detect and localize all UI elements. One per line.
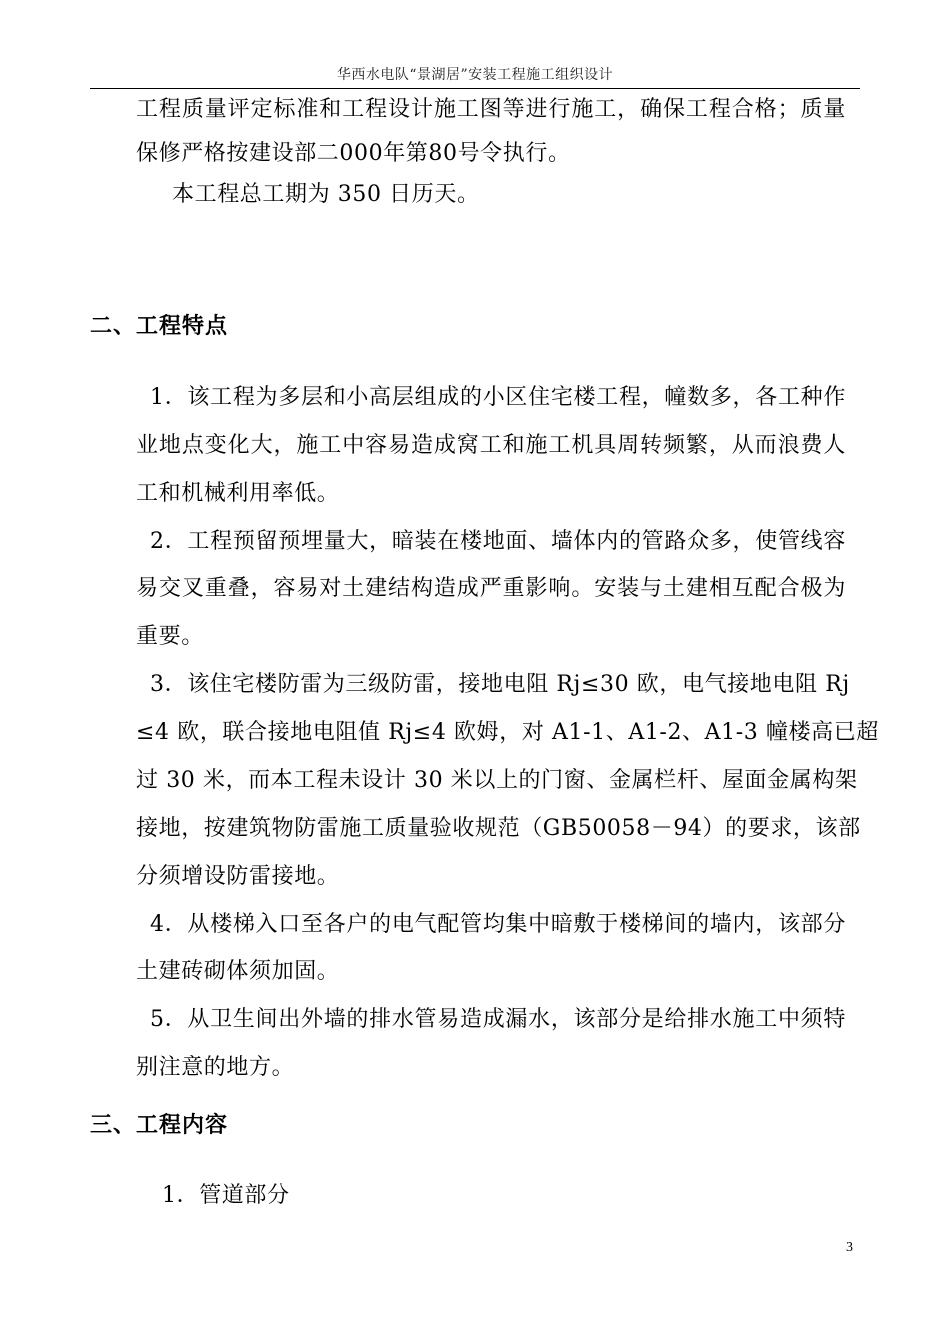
item-3-line-3: 过 30 米，而本工程未设计 30 米以上的门窗、金属栏杆、屋面金属构架: [136, 768, 858, 793]
header-divider: [90, 88, 860, 89]
section-heading-content: 三、工程内容: [90, 1113, 229, 1138]
item-2-line-2: 易交叉重叠，容易对土建结构造成严重影响。安装与土建相互配合极为: [136, 576, 846, 601]
item-2-line-1: 2．工程预留预埋量大，暗装在楼地面、墙体内的管路众多，使管线容: [150, 529, 846, 554]
item-3-line-2: ≤4 欧，联合接地电阻值 Rj≤4 欧姆，对 A1-1、A1-2、A1-3 幢楼高已超: [136, 720, 879, 745]
item-5-line-1: 5．从卫生间出外墙的排水管易造成漏水，该部分是给排水施工中须特: [150, 1007, 846, 1032]
running-header: 华西水电队“景湖居”安装工程施工组织设计: [336, 67, 614, 83]
item-4-line-1: 4．从楼梯入口至各户的电气配管均集中暗敷于楼梯间的墙内，该部分: [150, 912, 846, 937]
item-4-line-2: 土建砖砌体须加固。: [136, 959, 340, 984]
item-3-line-5: 分须增设防雷接地。: [136, 864, 340, 889]
subsection-pipes: 1．管道部分: [162, 1183, 290, 1208]
item-1-line-2: 业地点变化大，施工中容易造成窝工和施工机具周转频繁，从而浪费人: [136, 433, 846, 458]
item-3-line-1: 3．该住宅楼防雷为三级防雷，接地电阻 Rj≤30 欧，电气接地电阻 Rj: [150, 672, 850, 697]
item-3-line-4: 接地，按建筑物防雷施工质量验收规范（GB50058－94）的要求，该部: [136, 816, 861, 841]
intro-line-3: 本工程总工期为 350 日历天。: [172, 182, 480, 207]
item-1-line-3: 工和机械利用率低。: [136, 481, 340, 506]
item-2-line-3: 重要。: [136, 624, 204, 649]
page-number: 3: [846, 1240, 853, 1255]
section-heading-features: 二、工程特点: [90, 314, 229, 339]
intro-line-2: 保修严格按建设部二000年第80号令执行。: [136, 141, 571, 166]
intro-line-1: 工程质量评定标准和工程设计施工图等进行施工，确保工程合格；质量: [136, 97, 846, 122]
item-1-line-1: 1．该工程为多层和小高层组成的小区住宅楼工程，幢数多，各工种作: [150, 385, 846, 410]
item-5-line-2: 别注意的地方。: [136, 1055, 295, 1080]
